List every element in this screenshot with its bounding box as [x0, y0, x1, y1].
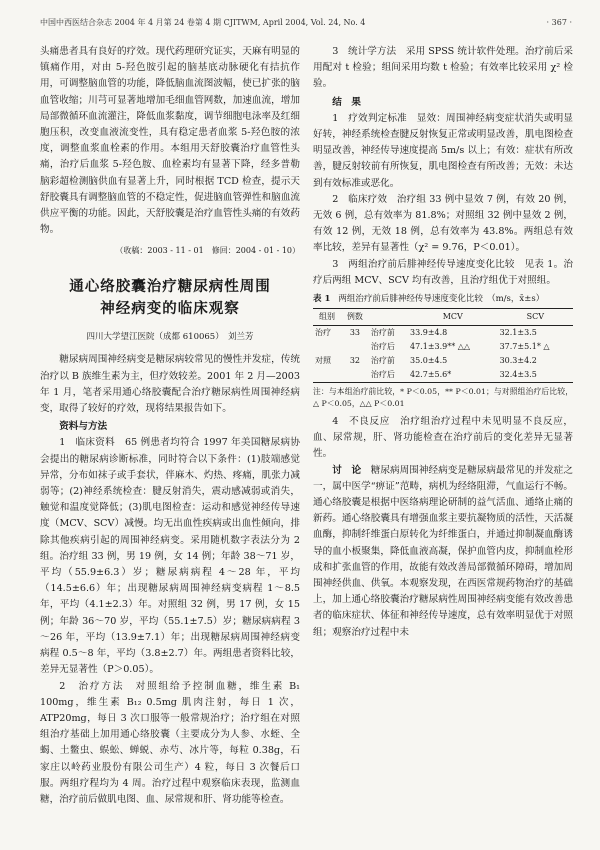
cell-phase: 治疗前 — [370, 356, 395, 366]
right-column — [313, 44, 573, 641]
cell-count: 32 — [349, 356, 360, 366]
cell-scv: 32.1±3.5 — [499, 328, 537, 338]
cell-scv: 30.3±4.2 — [499, 356, 537, 366]
methods-heading: 资料与方法 — [59, 421, 108, 433]
treatment-method-text: 2 治疗方法 对照组给予控制血糖，维生素 B₁ 100mg，维生素 B₁₂ 0.5mg 肌肉注射，每日 1 次，ATP20mg，每日 3 次口服等一般常规治疗；治疗组在对照组治疗基础上加用通心络胶囊（主要成分为人参、水蛭、全蝎、土鳖虫、蜈蚣、蝉蜕、赤芍、冰片等，每粒 0.38g，石家庄以岭药业股份有限公司生产）4 粒，每日 3 次餐后口服。两组疗程均为 4 周。治疗过程中观察临床表现，监测血糖，治疗前后做肌电图、血、尿常规和肝、肾功能等检查。 — [40, 680, 300, 805]
cell-mcv: 47.1±3.9** △△ — [410, 342, 471, 352]
cell-count — [341, 368, 369, 383]
table-note: 注：与本组治疗前比较，* P＜0.05，** P＜0.01；与对照组治疗后比较，△ P＜0.05，△△ P＜0.01 — [313, 387, 573, 409]
results-table — [313, 308, 573, 383]
running-head — [40, 16, 572, 30]
cell-group — [313, 340, 341, 354]
cell-scv: 37.7±5.1* △ — [499, 342, 550, 352]
intro-paragraph: 糖尿病周围神经病变是糖尿病较常见的慢性并发症，传统治疗以 B 族维生素为主，但疗效较差。2001 年 2 月—2003 年 1 月，笔者采用通心络胶囊配合治疗糖尿病性周围神经病变，取得了较好的疗效，现将结果报告如下。 — [40, 354, 300, 415]
left-column — [40, 44, 300, 808]
header-mcv: MCV — [408, 309, 498, 326]
clinical-data-paragraph: 1 临床资料 65 例患者均符合 1997 年美国糖尿病协会提出的糖尿病诊断标准，同时符合以下条件：(1)肢端感觉异常，分布如袜子或手套状，伴麻木、灼热、疼痛，肌张力减弱等；(2)神经系统检查：腱反射消失，震动感减弱或消失，触觉和温度觉降低；(3)肌电图检查：运动和感觉神经传导速度（MCV、SCV）减慢。均无出血性疾病或出血性倾向，排除其他疾病引起的周围神经病变。采用随机数字表法分为 2 组。治疗组 33 例，男 19 例，女 14 例；年龄 38～71 岁，平均（55.9±6.3）岁；糖尿病病程 4～28 年，平均（14.5±6.6）年；出现糖尿病周围神经病变病程 1～8.5 年，平均（4.1±2.3）年。对照组 32 例，男 17 例，女 15 例；年龄 36～70 岁，平均（55.1±7.5）岁；糖尿病病程 3～26 年，平均（13.9±7.1）年；出现糖尿病周围神经病变病程 0.5～8 年，平均（3.8±2.7）年。两组患者资料比较，差异无显著性（P＞0.05）。 — [40, 437, 300, 676]
title-line-2: 神经病变的临床观察 — [100, 300, 240, 318]
adverse-reactions-paragraph: 4 不良反应 治疗组治疗过程中未见明显不良反应，血、尿常规，肝、肾功能检查在治疗前后的变化差异无显著性。 — [313, 416, 573, 460]
statistics-paragraph: 3 统计学方法 采用 SPSS 统计软件处理。治疗前后采用配对 t 检验；组间采用均数 t 检验；有效率比较采用 χ² 检验。 — [313, 46, 573, 90]
cell-mcv: 42.7±5.6* — [408, 368, 498, 383]
discussion-text: 糖尿病周围神经病变是糖尿病最常见的并发症之一，属中医学“痹证”范畴，病机为经络阻滞，气血运行不畅。通心络胶囊是根据中医络病理论研制的益气活血、通络止痛的新药。通心络胶囊具有增强血浆主要抗凝物质的活性，天活凝血酶，抑制纤维蛋白原转化为纤维蛋白，并通过抑制凝血酶诱导的血小板聚集，降低血液高凝，保护血管内皮，抑制血栓形成和扩张血管的作用，故能有效改善局部微循环障碍，增加周围神经供血、供氧。本观察发现，在西医常规药物治疗的基础上，加上通心络胶囊治疗糖尿病性周围神经病变能有效改善患者的临床症状、体征和神经传导速度，总有效率明显优于对照组；观察治疗过程中未 — [313, 464, 574, 638]
results-heading: 结 果 — [332, 96, 361, 108]
table-caption — [313, 293, 573, 306]
table-header-row — [313, 309, 573, 326]
cell-group — [313, 368, 341, 383]
table-row — [313, 354, 573, 368]
header-group: 组别 — [313, 309, 341, 326]
article-title — [40, 276, 300, 320]
cell-phase: 治疗后 — [370, 342, 395, 352]
cell-scv: 32.4±3.5 — [498, 368, 573, 383]
author-affiliation: 四川大学望江医院（成都 610065） 刘兰芳 — [86, 332, 254, 343]
efficacy-criteria-paragraph: 1 疗效判定标准 显效：周围神经病变症状消失或明显好转，神经系统检查腱反射恢复正常或明显改善，肌电图检查明显改善，神经传导速度提高 5m/s 以上；有效：症状有所改善，腱反射较前有所恢复，肌电图检查有所改善；无效：未达到有效标准或恶化。 — [313, 112, 573, 189]
clinical-efficacy-paragraph: 2 临床疗效 治疗组 33 例中显效 7 例，有效 20 例，无效 6 例，总有效率为 81.8%；对照组 32 例中显效 2 例，有效 12 例，无效 18 例，总有效率为 43.8%。两组总有效率比较，差异有显著性（χ² = 9.76，P＜0.01）。 — [313, 193, 573, 254]
header-phase — [369, 309, 408, 326]
discussion-heading: 讨 论 — [332, 464, 362, 476]
table-title: 两组治疗前后腓神经传导速度变化比较 （m/s，x̄±s） — [338, 294, 545, 305]
cell-group: 对照 — [315, 356, 331, 366]
table-row — [313, 368, 573, 383]
cell-group: 治疗 — [315, 328, 331, 338]
cell-phase: 治疗前 — [370, 328, 395, 338]
cell-count: 33 — [349, 328, 360, 338]
header-scv: SCV — [498, 309, 573, 326]
table-label: 表 1 — [313, 294, 331, 305]
journal-citation: 中国中西医结合杂志 2004 年 4 月第 24 卷第 4 期 CJITWM, April 2004, Vol. 24, No. 4 — [40, 18, 366, 27]
received-dates: （收稿：2003 - 11 - 01 修回：2004 - 01 - 10） — [115, 246, 300, 256]
previous-article-ending: 头痛患者具有良好的疗效。现代药理研究证实，天麻有明显的镇痛作用，对由 5-羟色胺引起的脑基底动脉硬化有拮抗作用，可调整脑血管的功能，降低脑血流图波幅，使已扩张的脑血管收缩；川芎可显著地增加毛细血管网数，加速血流，增加局部微循环血流灌注，降低血浆黏度，调节细胞电泳率及红细胞压积，改变血液流变性，具有稳定患者血浆 5-羟色胺的浓度，调整血浆血栓素的作用。本组用天舒胶囊治疗血管性头痛，治疗后血浆 5-羟色胺、血栓素均有显著下降，经多普勒脑彩超检测脑供血有显著上升，同时根据 TCD 检查，提示天舒胶囊具有调整脑血管的不稳定性，促进脑血管弹性和脑血流供应平衡的功能。因此，天舒胶囊是治疗血管性头痛的有效药物。 — [40, 46, 300, 236]
table-row — [313, 340, 573, 354]
table-row — [313, 326, 573, 341]
cell-mcv: 33.9±4.8 — [410, 328, 448, 338]
title-line-1: 通心络胶囊治疗糖尿病性周围 — [69, 278, 271, 296]
cell-count — [341, 340, 369, 354]
page-number: · 367 · — [546, 18, 572, 27]
discussion-paragraph — [313, 463, 573, 641]
cell-phase: 治疗后 — [369, 368, 408, 383]
treatment-method-paragraph-start — [40, 679, 300, 809]
header-count: 例数 — [341, 309, 369, 326]
cell-mcv: 35.0±4.5 — [410, 356, 448, 366]
conduction-velocity-paragraph: 3 两组治疗前后腓神经传导速度变化比较 见表 1。治疗后两组 MCV、SCV 均有改善，且治疗组优于对照组。 — [313, 258, 573, 286]
